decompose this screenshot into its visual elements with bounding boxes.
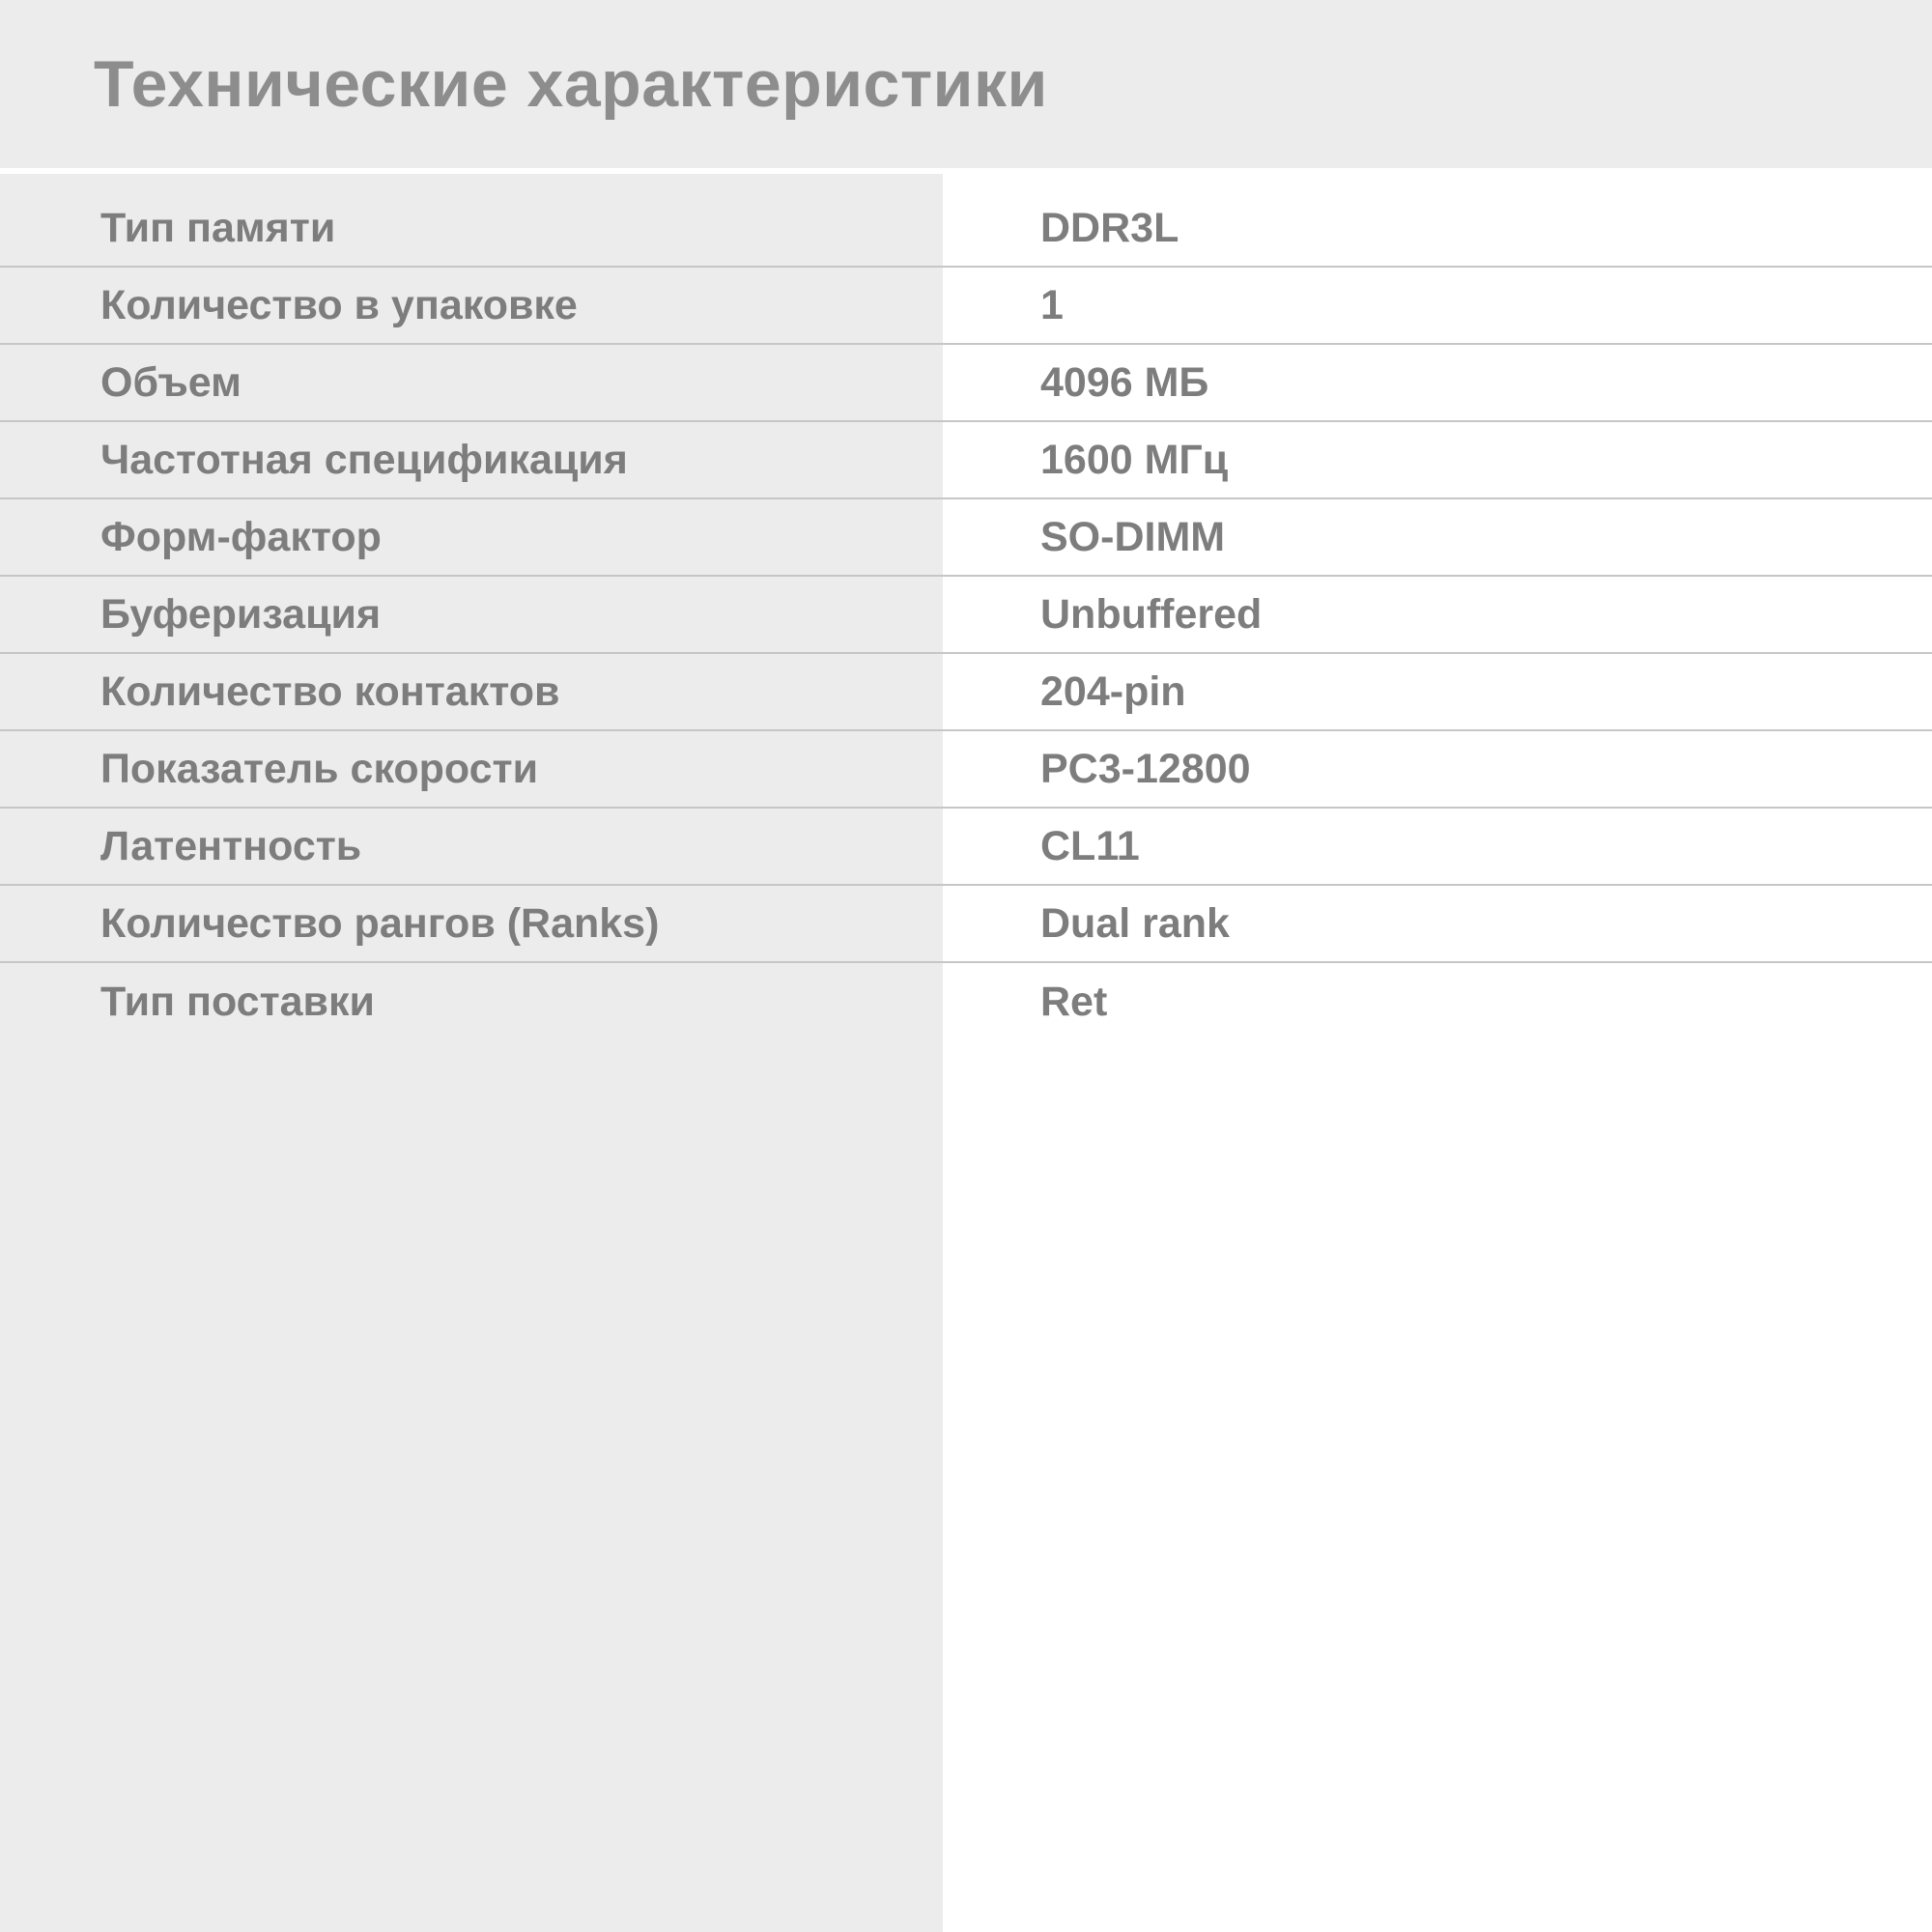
spec-label: Количество в упаковке <box>100 281 578 328</box>
spec-label: Форм-фактор <box>100 513 382 560</box>
table-row <box>0 577 1932 654</box>
spec-value: Ret <box>1040 978 1108 1025</box>
spec-label: Латентность <box>100 822 362 869</box>
spec-value: PC3-12800 <box>1040 745 1251 792</box>
spec-value: SO-DIMM <box>1040 513 1226 560</box>
spec-label: Частотная спецификация <box>100 436 628 483</box>
spec-value: 1 <box>1040 281 1064 328</box>
table-row <box>0 268 1932 345</box>
table-row <box>0 731 1932 809</box>
table-row <box>0 963 1932 1040</box>
spec-label: Тип поставки <box>100 978 375 1025</box>
table-row <box>0 654 1932 731</box>
spec-value: 1600 МГц <box>1040 436 1229 483</box>
spec-label: Тип памяти <box>100 204 336 251</box>
spec-label: Показатель скорости <box>100 745 539 792</box>
spec-value: Unbuffered <box>1040 590 1263 638</box>
page-title: Технические характеристики <box>94 47 1048 121</box>
table-row <box>0 190 1932 268</box>
spec-label: Буферизация <box>100 590 382 638</box>
section-header <box>0 0 1932 168</box>
table-row <box>0 886 1932 963</box>
spec-label: Количество контактов <box>100 668 560 715</box>
table-row <box>0 499 1932 577</box>
table-row <box>0 422 1932 499</box>
spec-label: Объем <box>100 358 242 406</box>
spec-value: 4096 МБ <box>1040 358 1209 406</box>
spec-table <box>0 174 1932 1932</box>
spec-label: Количество рангов (Ranks) <box>100 899 660 947</box>
spec-value: CL11 <box>1040 822 1140 869</box>
spec-value: 204-pin <box>1040 668 1186 715</box>
table-row <box>0 345 1932 422</box>
spec-value: Dual rank <box>1040 899 1230 947</box>
spec-value: DDR3L <box>1040 204 1179 251</box>
table-row <box>0 809 1932 886</box>
